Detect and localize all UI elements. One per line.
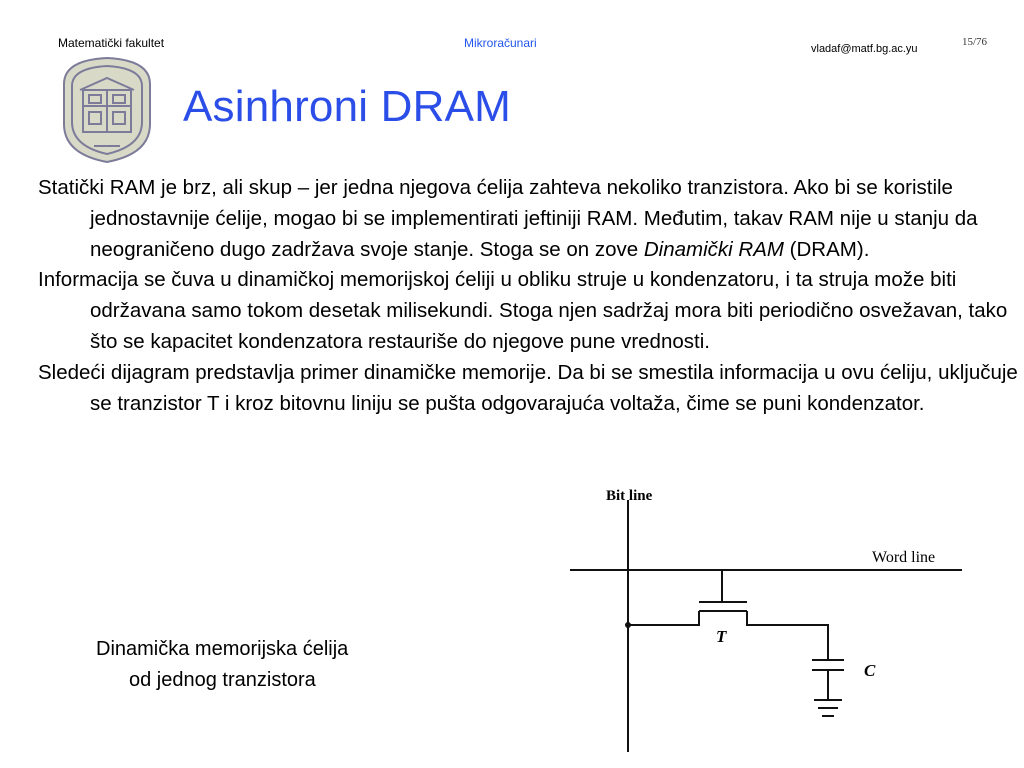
paragraph-3 bbox=[38, 358, 1018, 420]
dram-emphasis: Dinamički RAM bbox=[643, 237, 784, 261]
caption-line-1: Dinamička memorijska ćelija bbox=[96, 638, 349, 660]
capacitor-label: C bbox=[864, 661, 876, 680]
transistor-leads bbox=[628, 611, 699, 625]
caption-line-2: od jednog tranzistora bbox=[129, 669, 316, 691]
paragraph-2-text: Informacija se čuva u dinamičkoj memorijskoj ćeliji u obliku struje u kondenzatoru, i ta struja može biti održavana samo tokom desetak milisekundi. Stoga njen sadržaj mora biti periodično osvežavan, tako što se kapacitet kondenzatora restauriše do njegove pune vrednosti. bbox=[38, 268, 1008, 353]
dram-cell-diagram bbox=[560, 480, 970, 765]
bit-line-label: Bit line bbox=[606, 488, 653, 504]
header-faculty: Matematički fakultet bbox=[58, 36, 165, 50]
university-seal-logo bbox=[56, 54, 158, 166]
paragraph-1-tail: (DRAM). bbox=[783, 237, 870, 261]
paragraph-1-text: Statički RAM je brz, ali skup – jer jedna njegova ćelija zahteva nekoliko tranzistora. Ako bi se koristile jednostavnije ćelije, mogao bi se implementirati jeftiniji RAM. Međutim, takav RAM nije u stanju da neograničeno dugo zadržava svoje stanje. Stoga se on zove bbox=[38, 176, 978, 261]
junction-dot bbox=[625, 622, 631, 628]
slide-body bbox=[38, 173, 1018, 419]
page-number: 15/76 bbox=[962, 36, 988, 48]
paragraph-1 bbox=[38, 173, 1018, 265]
paragraph-3-text: Sledeći dijagram predstavlja primer dinamičke memorije. Da bi se smestila informacija u ovu ćeliju, uključuje se tranzistor T i kroz bitovnu liniju se pušta odgovarajuća voltaža, čime se puni kondenzator. bbox=[38, 360, 1018, 415]
slide-title: Asinhroni DRAM bbox=[183, 82, 512, 131]
paragraph-2 bbox=[38, 265, 1018, 357]
header-email: vladaf@matf.bg.ac.yu bbox=[811, 43, 918, 55]
transistor-label: T bbox=[716, 627, 727, 646]
word-line-label: Word line bbox=[872, 549, 936, 566]
capacitor-wire bbox=[747, 611, 828, 660]
header-course: Mikroračunari bbox=[464, 36, 537, 50]
diagram-caption bbox=[96, 634, 348, 696]
